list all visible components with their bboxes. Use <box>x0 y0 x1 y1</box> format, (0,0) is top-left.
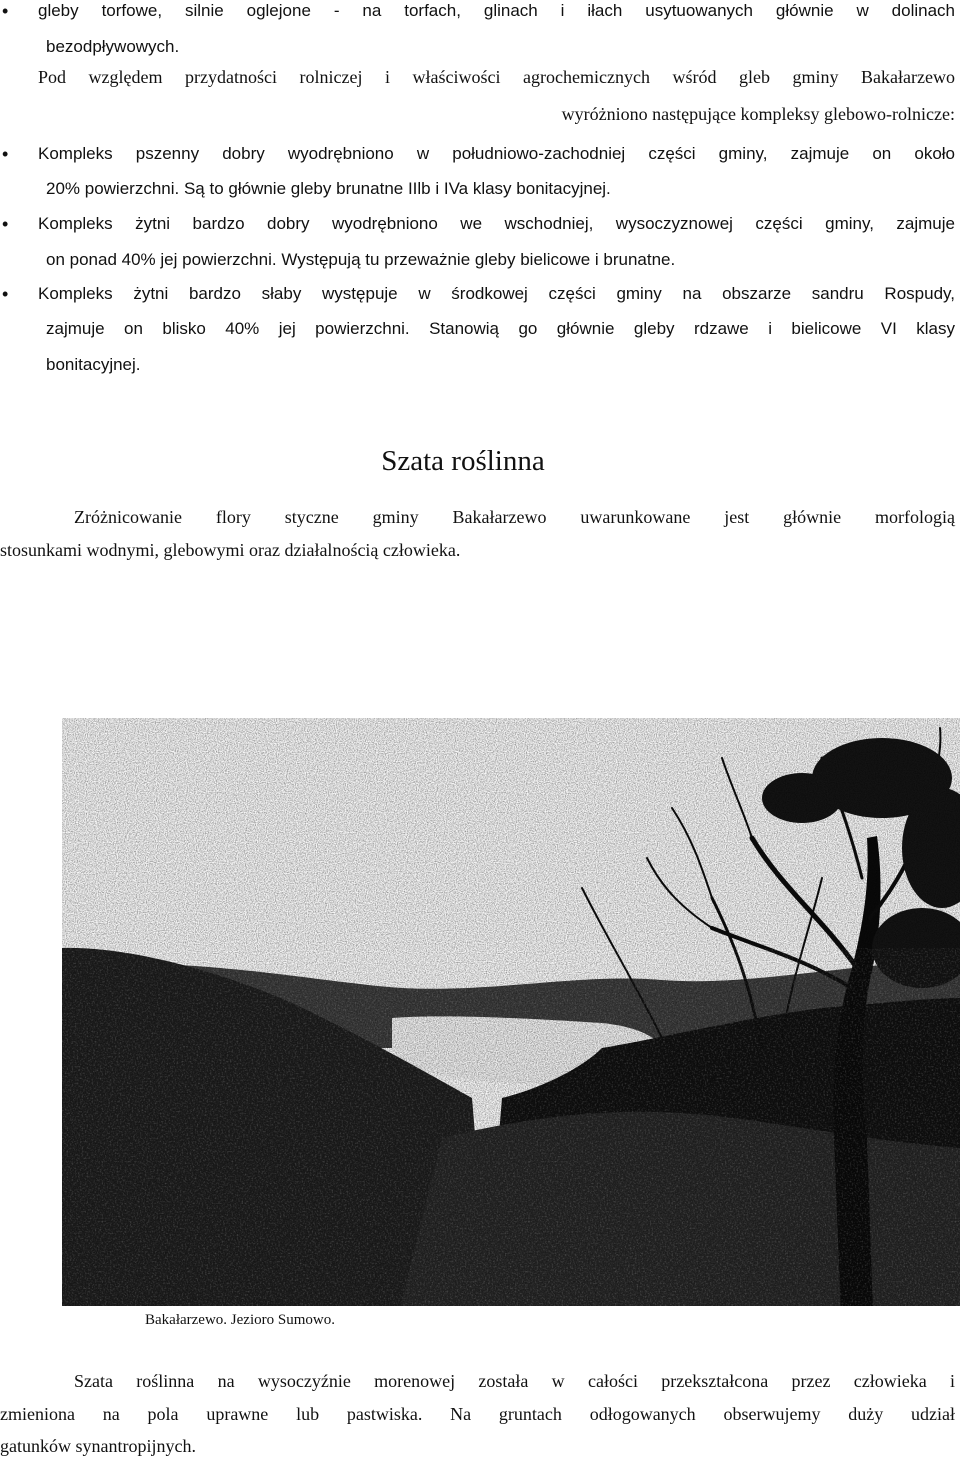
intro-line-2: wyróżniono następujące kompleksy glebowo-rolnicze: <box>561 104 955 124</box>
section-paragraph-line-1: Zróżnicowanie flory styczne gminy Bakałarzewo uwarunkowane jest głównie morfologią <box>74 507 955 527</box>
text-line: gleby torfowe, silnie oglejone - na torfach, glinach i iłach usytuowanych głównie w dolinach <box>38 1 955 20</box>
text-line: Kompleks pszenny dobry wyodrębniono w południowo-zachodniej części gminy, zajmuje on około <box>38 144 955 163</box>
text-line: zajmuje on blisko 40% jej powierzchni. Stanowią go głównie gleby rdzawe i bielicowe VI klasy <box>46 319 955 338</box>
text-line: Kompleks żytni bardzo słaby występuje w środkowej części gminy na obszarze sandru Rospudy, <box>38 284 955 303</box>
text-line: Kompleks żytni bardzo dobry wyodrębniono we wschodniej, wysoczyznowej części gminy, zajmuje <box>38 214 955 233</box>
section-heading: Szata roślinna <box>381 445 545 477</box>
lake-photograph <box>62 718 960 1340</box>
closing-paragraph-line-2: zmieniona na pola uprawne lub pastwiska. Na gruntach odłogowanych obserwujemy duży udział <box>0 1404 955 1424</box>
text-line: bonitacyjnej. <box>46 355 141 374</box>
text-line: on ponad 40% jej powierzchni. Występują tu przeważnie gleby bielicowe i brunatne. <box>46 250 676 269</box>
bullet-icon: • <box>2 144 9 164</box>
section-paragraph-line-2: stosunkami wodnymi, glebowymi oraz działalnością człowieka. <box>0 540 461 560</box>
bullet-icon: • <box>2 284 9 304</box>
bullet-icon: • <box>2 214 9 234</box>
bullet-icon: • <box>2 1 9 21</box>
photo-caption: Bakałarzewo. Jezioro Sumowo. <box>145 1312 335 1328</box>
closing-paragraph-line-3: gatunków synantropijnych. <box>0 1436 196 1456</box>
text-line: bezodpływowych. <box>46 37 180 56</box>
text-line: 20% powierzchni. Są to głównie gleby brunatne IIlb i IVa klasy bonitacyjnej. <box>46 179 611 198</box>
closing-paragraph-line-1: Szata roślinna na wysoczyźnie morenowej została w całości przekształcona przez człowieka i <box>74 1371 955 1391</box>
intro-line-1: Pod względem przydatności rolniczej i właściwości agrochemicznych wśród gleb gminy Bakałarzewo <box>38 67 955 87</box>
